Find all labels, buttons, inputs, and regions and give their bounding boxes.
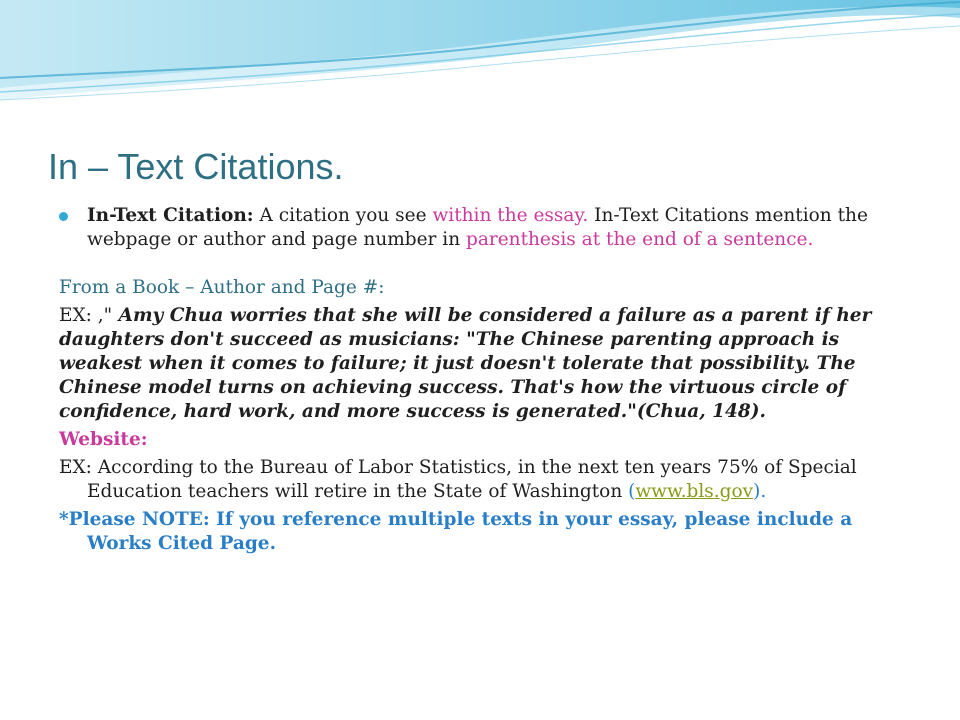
website-example-text: EX: According to the Bureau of Labor Statistics, in the next ten years 75% of Special Education teachers will retire in the State of Washington <box>59 457 857 502</box>
book-example-quote: Amy Chua worries that she will be considered a failure as a parent if her daughters don't succeed as musicians: "The Chinese parenting approach is weakest when it comes to failure; it just doesn't tolerate that possibility. The Chinese model turns on achieving success. That's how the virtuous circle of confidence, hard work, and more success is generated."(Chua, 148). <box>59 305 872 422</box>
definition-highlight-a: within the essay. <box>432 205 589 226</box>
definition-term: In-Text Citation: <box>87 205 254 226</box>
website-example <box>59 456 909 504</box>
book-example-prefix: EX: ," <box>59 305 113 326</box>
definition-highlight-b: parenthesis at the end of a sentence. <box>466 229 814 250</box>
citation-definition <box>59 204 909 252</box>
link-paren-close: ). <box>753 481 767 502</box>
book-heading: From a Book – Author and Page #: <box>59 277 385 298</box>
website-heading: Website: <box>59 429 148 450</box>
link-paren-open: ( <box>628 481 636 502</box>
works-cited-note: *Please NOTE: If you reference multiple texts in your essay, please include a Works Cited Page. <box>59 509 853 554</box>
definition-text-a: A citation you see <box>253 205 433 226</box>
book-example <box>59 304 909 424</box>
bullet-icon <box>59 212 68 221</box>
website-link[interactable]: www.bls.gov <box>635 481 754 502</box>
header-wave-decoration <box>0 0 960 110</box>
definition-text-b: In-Text Citations mention the webpage or author and page number in <box>87 205 868 250</box>
slide-body <box>59 204 909 556</box>
slide-title: In – Text Citations. <box>48 146 344 187</box>
